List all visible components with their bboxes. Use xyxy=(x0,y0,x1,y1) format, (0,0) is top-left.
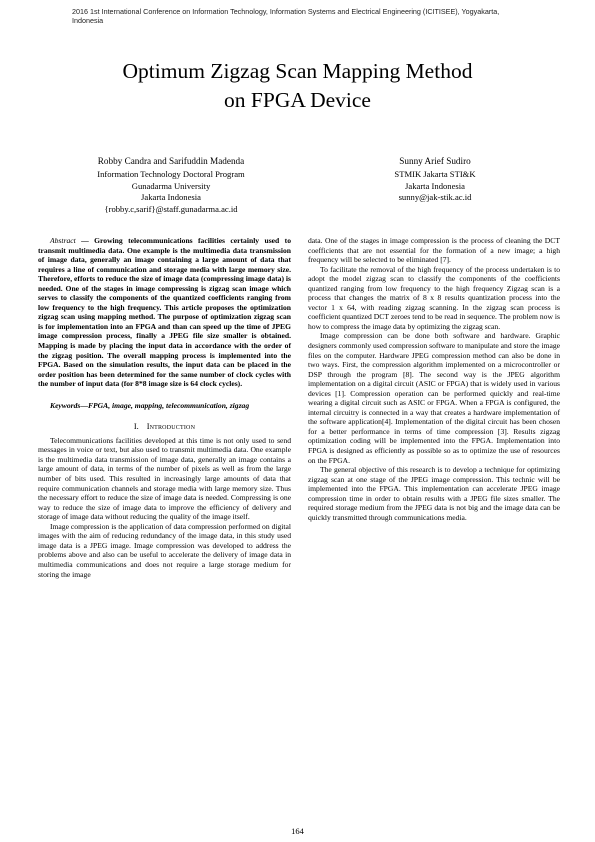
section-number: I. xyxy=(133,422,139,432)
section-title-rest: ntroduction xyxy=(149,422,196,432)
author-affiliation: STMIK Jakarta STI&K xyxy=(394,169,476,179)
author-email: sunny@jak-stik.ac.id xyxy=(398,192,472,203)
author-block-1 xyxy=(48,153,294,215)
keywords: Keywords—FPGA, image, mapping, telecommunication, zigzag xyxy=(50,400,250,410)
paragraph: Image compression can be done both software and hardware. Graphic designers commonly used compression software to manipulate and store the image files on the computer. Hardware JPEG compression method can also be done in two ways. First, the compression algorithm implemented on a microcontroller or DSP through the program [8]. The second way is the JPEG algorithm implementation on a digital circuit (ASIC or FPGA) that is widely used in various devices [1]. Compression operation can be performed quickly and real-time wearing a digital circuit such as ASIC or FPGA. When a FPGA is configured, the internal circuitry is connected in a way that creates a hardware implementation of the software application[4]. Implementation of the digital circuit has been chosen for a better performance in terms of time compression [3]. Results zigzag optimization coding will be implemented into the FPGA. Implementation into FPGA is designed as efficiently as possible so as to optimize the use of resources on the FPGA. xyxy=(308,331,560,465)
abstract xyxy=(38,236,291,389)
author-location: Jakarta Indonesia xyxy=(405,180,465,191)
author-block-2 xyxy=(330,153,540,204)
paragraph: To facilitate the removal of the high frequency of the process undertaken is to adopt the model zigzag scan to classify the components of the coefficients quantized ranging from low frequency to the high frequency Zigzag scan is a process that changes the matrix of 8 x 8 results quantization process into the vector 1 x 64, with reading zigzag scanning. In the zigzag scan process is coefficient quantized DCT zeroes tend to be read in sequence. The problem now is how to compress the image data by optimizing the zigzag scan. xyxy=(308,264,560,331)
title-line-2: on FPGA Device xyxy=(224,88,371,112)
section-heading-introduction xyxy=(38,422,291,432)
page-number: 164 xyxy=(291,826,304,836)
author-institution: Gunadarma University xyxy=(131,180,211,191)
title-line-1: Optimum Zigzag Scan Mapping Method xyxy=(122,59,473,83)
right-column xyxy=(308,236,560,522)
paragraph: Telecommunications facilities developed at this time is not only used to send messages in voice or text, but also used to transmit multimedia data. One example is the multimedia data transmission of image data, generally an image contains a large amount of data, in terms of the number of pixels as well as from the large number of bits used. This resulted in increasingly large amounts of data that require communication channels and storage media with large memory size. Thus the necessary effort to reduce the size of image data is needed. Compressing is one way to reduce the size of image data to improve the efficiency of delivery and storage of image data without reducing the quality of the image itself. xyxy=(38,435,291,522)
conference-header: 2016 1st International Conference on Information Technology, Information Systems and Electrical Engineering (ICITISEE), Yogyakarta, Indonesia xyxy=(72,7,500,26)
author-names: Robby Candra and Sarifuddin Madenda xyxy=(97,156,245,166)
author-affiliation: Information Technology Doctoral Program xyxy=(97,169,245,179)
paragraph: data. One of the stages in image compression is the process of cleaning the DCT coefficients that are not essential for the formation of a new image; a high frequency will be selected to be eliminated [7]. xyxy=(308,236,560,265)
paper-title xyxy=(60,57,535,115)
author-names: Sunny Arief Sudiro xyxy=(399,156,471,166)
paragraph: The general objective of this research is to develop a technique for optimizing zigzag scan at one stage of the JPEG image compression. This technic will be implemented into the FPGA. This implementation can accelerate JPEG image compression time in order to obtain results with a JPEG file sizes smaller. The required storage medium from the JPEG data is not big and the image data can be quickly transmitted through communications media. xyxy=(308,465,560,522)
paragraph: Image compression is the application of data compression performed on digital images with the aim of reducing redundancy of the image data, in this study used image data is a JPEG image. Image compression was developed to address the problems above and also can be useful to accelerate the delivery of image data in multimedia communications and does not require a large storage medium for storing the image xyxy=(38,521,291,579)
abstract-text: — Growing telecommunications facilities certainly used to transmit multimedia data. One example is the multimedia data transmission of image data, generally an image containing a large amount of data that requires a line of communication and storage media with large memory size. Therefore, efforts to reduce the size of image data (compressing image data) is needed. One of the stages in image compressing is zigzag scan image which serves to classify the components of the quantized coefficients ranging from low frequency to the high frequency. This article proposes the optimization zigzag scan using mapping method. The purpose of optimization zigzag scan is for implementation into an FPGA and than can speed up the time of JPEG image compression process, finally a JPEG file size smaller is obtained. Mapping is made by placing the input data in accordance with the order of the zigzag position. The overall mapping process is implemented into the FPGA. Based on the simulation results, the input data can be placed in the order position has been determined for the same number of clock cycles with the number of input data (for 8*8 image size is 64 clock cycles). xyxy=(38,236,291,389)
author-email: {robby.c,sarif}@staff.gunadarma.ac.id xyxy=(104,203,238,214)
abstract-label: Abstract xyxy=(50,236,76,245)
author-location: Jakarta Indonesia xyxy=(141,192,201,203)
left-column xyxy=(38,236,291,579)
section-title-first-letter: I xyxy=(146,422,150,432)
